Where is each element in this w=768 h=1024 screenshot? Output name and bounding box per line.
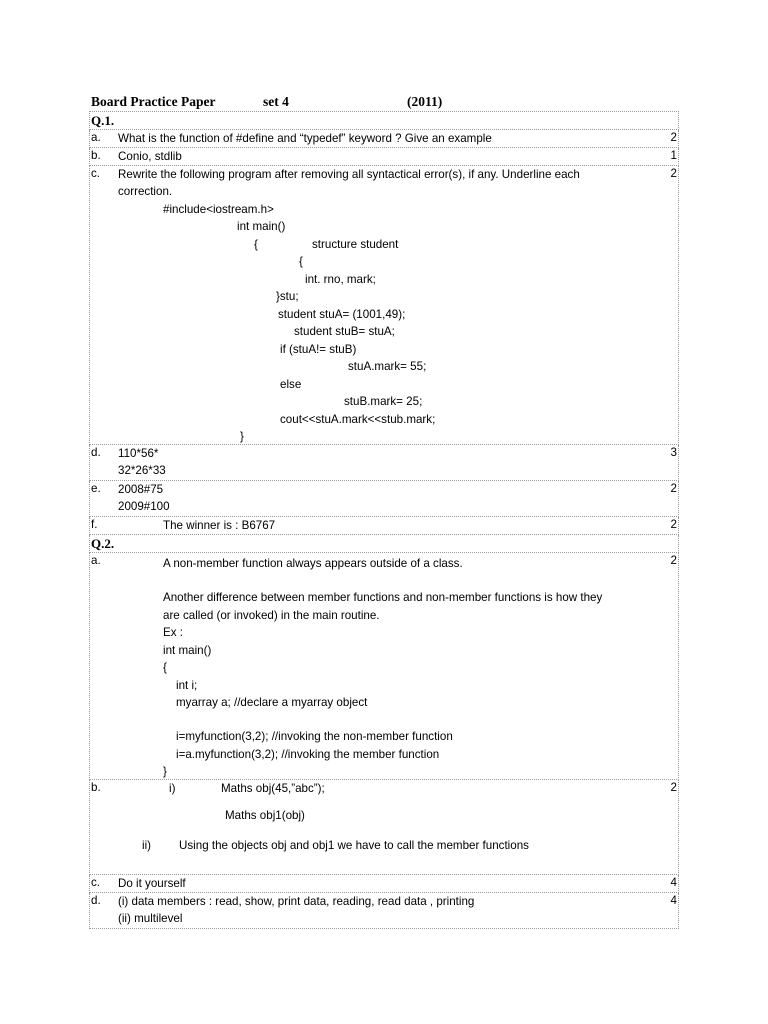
paper-set: set 4	[263, 94, 289, 109]
code-line: else	[280, 378, 302, 391]
roman-numeral: ii)	[142, 839, 152, 852]
code-line: Maths obj(45,”abc”);	[221, 782, 325, 795]
code-line: #include<iostream.h>	[163, 203, 274, 216]
question-text: Conio, stdlib	[118, 150, 182, 163]
code-line: {	[299, 255, 303, 268]
section-label: Q.2.	[91, 536, 115, 551]
question-row-q2c	[89, 875, 679, 893]
code-line: }stu;	[276, 290, 299, 303]
paper-year: (2011)	[407, 94, 443, 109]
answer-line: 2008#75	[118, 483, 164, 496]
code-line: int. rno, mark;	[305, 273, 376, 286]
question-marks: 2	[670, 482, 677, 495]
answer-line: Another difference between member functions and non-member functions is how they	[163, 591, 603, 604]
answer-line: Do it yourself	[118, 877, 186, 890]
code-line: stuB.mark= 25;	[344, 395, 423, 408]
question-label: c.	[91, 167, 101, 180]
answer-line: (i) data members : read, show, print data, reading, read data , printing	[118, 895, 475, 908]
question-label: c.	[91, 876, 101, 889]
question-label: b.	[91, 781, 101, 794]
code-line: }	[240, 430, 244, 443]
question-label: e.	[91, 482, 101, 495]
answer-line: 32*26*33	[118, 464, 166, 477]
answer-line: The winner is : B6767	[163, 519, 276, 532]
question-text: correction.	[118, 185, 173, 198]
question-label: d.	[91, 894, 101, 907]
paper-name: Board Practice Paper	[91, 94, 216, 109]
code-line: myarray a; //declare a myarray object	[176, 696, 368, 709]
question-marks: 2	[670, 518, 677, 531]
answer-line: A non-member function always appears outside of a class.	[163, 557, 463, 570]
question-label: d.	[91, 446, 101, 459]
question-marks: 3	[670, 446, 677, 459]
code-line: structure student	[312, 238, 399, 251]
question-row-q2a	[89, 553, 679, 780]
roman-numeral: i)	[169, 782, 176, 795]
question-text: Rewrite the following program after removing all syntactical error(s), if any. Underline each	[118, 168, 580, 181]
answer-line: Using the objects obj and obj1 we have to call the member functions	[179, 839, 529, 852]
code-line: student stuB= stuA;	[294, 325, 395, 338]
question-marks: 2	[670, 131, 677, 144]
section-heading-q1	[89, 111, 679, 130]
question-row-q1f	[89, 517, 679, 535]
answer-line: (ii) multilevel	[118, 912, 183, 925]
answer-line: 110*56*	[118, 447, 159, 460]
question-label: a.	[91, 131, 101, 144]
code-line: {	[254, 238, 258, 251]
question-table	[89, 111, 679, 929]
code-line: Maths obj1(obj)	[225, 809, 305, 822]
question-marks: 4	[670, 876, 677, 889]
question-marks: 1	[670, 149, 677, 162]
code-line: int main()	[237, 220, 286, 233]
question-row-q2d	[89, 893, 679, 929]
question-marks: 2	[670, 554, 677, 567]
question-label: f.	[91, 518, 98, 531]
question-label: b.	[91, 149, 101, 162]
question-row-q1b	[89, 148, 679, 166]
section-label: Q.1.	[91, 113, 115, 128]
question-row-q2b	[89, 780, 679, 875]
question-row-q1a	[89, 130, 679, 148]
question-row-q1e	[89, 481, 679, 517]
question-marks: 2	[670, 781, 677, 794]
code-line: {	[163, 661, 167, 674]
question-label: a.	[91, 554, 101, 567]
question-row-q1c	[89, 166, 679, 445]
code-line: }	[163, 765, 167, 778]
answer-line: are called (or invoked) in the main routine.	[163, 609, 380, 622]
code-line: if (stuA!= stuB)	[280, 343, 357, 356]
section-heading-q2	[89, 535, 679, 553]
code-line: int main()	[163, 644, 212, 657]
question-row-q1d	[89, 445, 679, 481]
code-line: i=myfunction(3,2); //invoking the non-member function	[176, 730, 453, 743]
question-text: What is the function of #define and “typedef” keyword ? Give an example	[118, 132, 492, 145]
question-marks: 2	[670, 167, 677, 180]
code-line: i=a.myfunction(3,2); //invoking the member function	[176, 748, 440, 761]
code-line: stuA.mark= 55;	[348, 360, 427, 373]
answer-line: 2009#100	[118, 500, 170, 513]
question-marks: 4	[670, 894, 677, 907]
code-line: student stuA= (1001,49);	[278, 308, 406, 321]
code-line: cout<<stuA.mark<<stub.mark;	[280, 413, 436, 426]
code-line: int i;	[176, 679, 198, 692]
answer-line: Ex :	[163, 626, 183, 639]
